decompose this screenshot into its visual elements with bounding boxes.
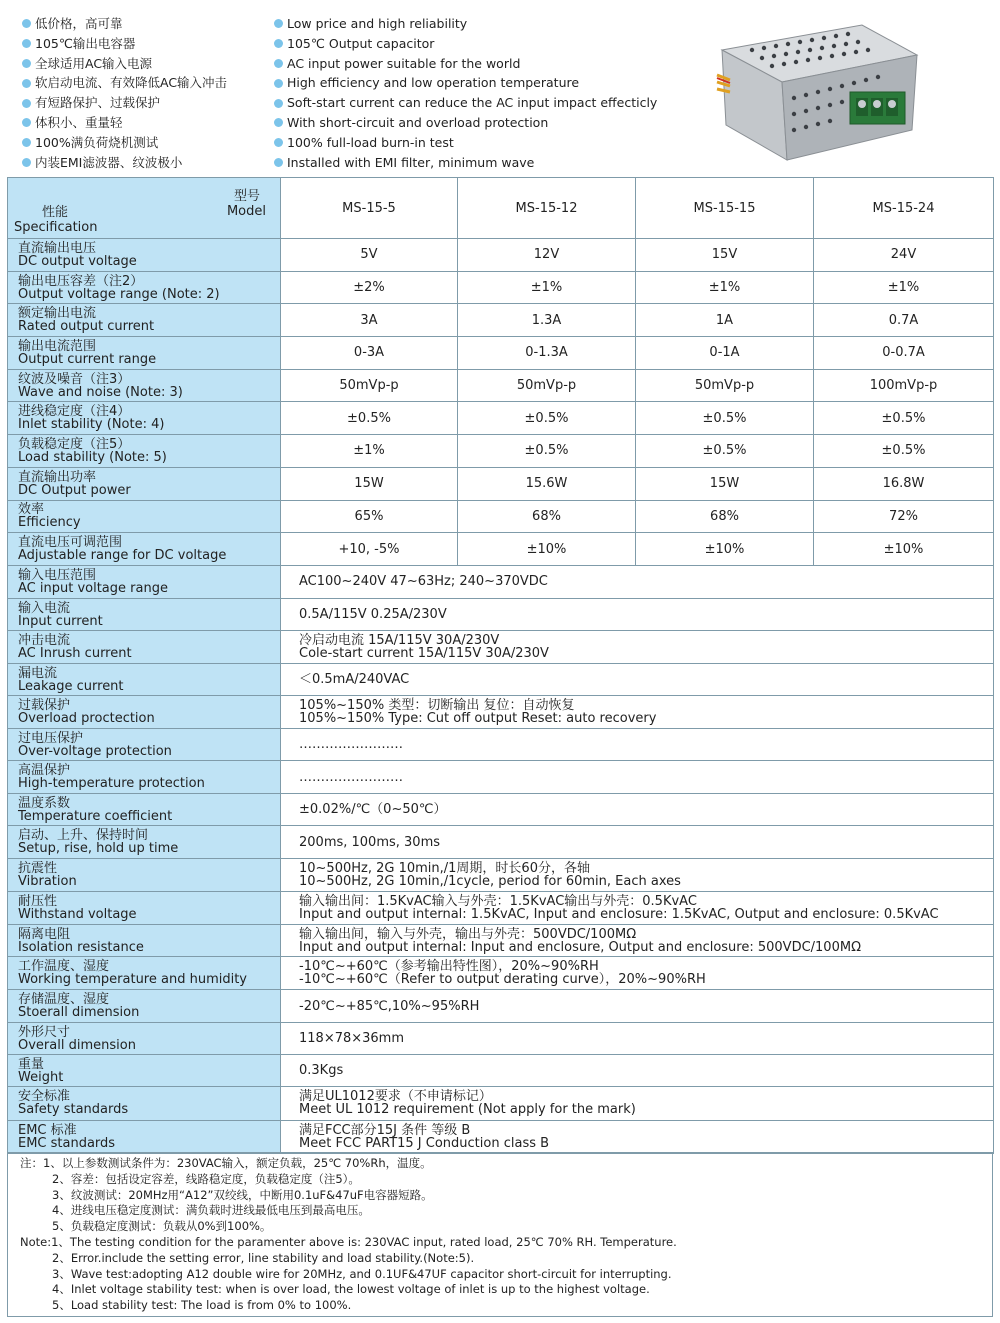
spec-label	[8, 924, 281, 957]
spec-label	[8, 1055, 281, 1087]
spec-label-cn: 冲击电流	[18, 633, 71, 649]
spec-label-en: Input current	[18, 613, 103, 629]
spec-value: 3A	[281, 304, 458, 337]
spec-value: ±0.5%	[636, 435, 814, 468]
spec-value: ±1%	[814, 271, 994, 304]
spec-label-en: Output voltage range (Note: 2)	[18, 286, 220, 302]
spec-label	[8, 957, 281, 990]
spec-label-cn: 输出电流范围	[18, 338, 97, 354]
feature-item	[274, 113, 674, 133]
feature-text: 体积小、重量轻	[35, 114, 123, 130]
spec-label-cn: 过电压保护	[18, 730, 84, 746]
spec-label	[8, 271, 281, 304]
spec-label-cn: 效率	[18, 502, 45, 518]
spec-value: ±0.5%	[281, 402, 458, 435]
spec-row-wide	[8, 663, 994, 696]
spec-label-en: Temperature coefficient	[18, 808, 173, 824]
spec-row	[8, 467, 994, 500]
spec-label	[8, 631, 281, 664]
spec-label-en: Setup, rise, hold up time	[18, 841, 179, 857]
spec-value-line: -10℃~+60℃（Refer to output derating curve），20%~90%RH	[299, 972, 706, 988]
model-header: MS-15-5	[281, 178, 458, 239]
spec-value-wide	[281, 728, 994, 761]
spec-label-cn: 输出电压容差（注2）	[18, 273, 144, 289]
feature-item	[22, 133, 272, 153]
spec-value-line: Input and output internal: Input and enclosure, Output and enclosure: 500VDC/100MΩ	[299, 939, 862, 955]
spec-label-cn: 漏电流	[18, 665, 58, 681]
spec-value-line: 0.3Kgs	[299, 1063, 344, 1079]
spec-label-en: Inlet stability (Note: 4)	[18, 417, 165, 433]
spec-label-cn: 存储温度、湿度	[18, 992, 110, 1008]
spec-value: ±10%	[636, 533, 814, 566]
spec-label-en: AC input voltage range	[18, 580, 168, 596]
spec-label	[8, 304, 281, 337]
spec-value-line: 105%~150% 类型：切断输出 复位：自动恢复	[299, 698, 575, 714]
power-supply-image	[712, 20, 922, 165]
spec-value: 24V	[814, 239, 994, 272]
spec-label-cn: 直流电压可调范围	[18, 535, 123, 551]
spec-value: ±0.5%	[814, 402, 994, 435]
spec-label-cn: 高温保护	[18, 763, 71, 779]
spec-label	[8, 565, 281, 598]
spec-label-cn: 外形尺寸	[18, 1024, 71, 1040]
spec-value: 15V	[636, 239, 814, 272]
note-line: 2、Error.include the setting error, line stability and load stability.(Note:5).	[52, 1250, 475, 1265]
spec-row-wide	[8, 990, 994, 1023]
spec-label-cn: 输入电压范围	[18, 567, 97, 583]
spec-value-wide	[281, 1086, 994, 1120]
spec-label-cn: 启动、上升、保持时间	[18, 828, 149, 844]
spec-row-wide	[8, 793, 994, 826]
spec-label-en: Withstand voltage	[18, 906, 137, 922]
feature-item	[22, 93, 272, 113]
spec-row-wide	[8, 1055, 994, 1087]
spec-value: 0-1A	[636, 337, 814, 370]
spec-label-en: Rated output current	[18, 319, 155, 335]
feature-text: 全球适用AC输入电源	[35, 55, 153, 71]
spec-value: 15W	[636, 467, 814, 500]
features-cn	[22, 14, 272, 172]
feature-text: Low price and high reliability	[287, 16, 468, 31]
bullet-icon	[274, 19, 283, 28]
header-label-cell	[8, 178, 281, 239]
spec-label-cn: 额定输出电流	[18, 306, 97, 322]
model-header: MS-15-12	[458, 178, 636, 239]
spec-label-en: Overall dimension	[18, 1037, 136, 1053]
spec-row-wide	[8, 598, 994, 631]
spec-value-line: 冷启动电流 15A/115V 30A/230V	[299, 633, 500, 649]
spec-label-en: Wave and noise (Note: 3)	[18, 384, 183, 400]
spec-value-line: -20℃~+85℃,10%~95%RH	[299, 998, 480, 1014]
spec-label	[8, 239, 281, 272]
spec-value: 1.3A	[458, 304, 636, 337]
spec-value-line: 118×78×36mm	[299, 1031, 405, 1047]
spec-label	[8, 435, 281, 468]
bullet-icon	[22, 59, 31, 68]
spec-row-wide	[8, 1086, 994, 1120]
spec-label	[8, 663, 281, 696]
spec-label-en: Efficiency	[18, 515, 81, 531]
spec-row-wide	[8, 858, 994, 891]
notes-section	[7, 1152, 993, 1317]
spec-value: ±10%	[814, 533, 994, 566]
spec-row	[8, 271, 994, 304]
feature-text: Installed with EMI filter, minimum wave	[287, 154, 535, 170]
spec-value-line: ±0.02%/℃（0~50℃）	[299, 802, 447, 818]
spec-label-cn: 进线稳定度（注4）	[18, 404, 131, 420]
spec-label	[8, 728, 281, 761]
spec-value: 68%	[458, 500, 636, 533]
feature-item	[274, 93, 674, 113]
note-line: 2、容差：包括设定容差，线路稳定度，负载稳定度（注5）。	[52, 1171, 360, 1186]
spec-row-wide	[8, 957, 994, 990]
model-header: MS-15-15	[636, 178, 814, 239]
spec-value-line: 满足UL1012要求（不申请标记）	[299, 1089, 492, 1105]
feature-text: AC input power suitable for the world	[287, 55, 521, 71]
spec-value-wide	[281, 924, 994, 957]
spec-value-line: 满足FCC部分15J 条件 等级 B	[299, 1122, 471, 1138]
spec-row	[8, 304, 994, 337]
spec-value-wide	[281, 631, 994, 664]
feature-text: 软启动电流、有效降低AC输入冲击	[35, 75, 228, 91]
feature-item	[274, 133, 674, 153]
spec-value: 0.7A	[814, 304, 994, 337]
spec-label-en: AC Inrush current	[18, 646, 132, 662]
spec-value-line: ＜0.5mA/240VAC	[299, 672, 410, 688]
spec-label	[8, 858, 281, 891]
spec-label	[8, 826, 281, 859]
feature-text: Soft-start current can reduce the AC input impact effecticly	[287, 95, 658, 111]
spec-row	[8, 369, 994, 402]
spec-label	[8, 696, 281, 729]
spec-value: ±0.5%	[458, 435, 636, 468]
spec-label	[8, 369, 281, 402]
feature-text: 100% full-load burn-in test	[287, 134, 454, 150]
bullet-icon	[274, 59, 283, 68]
spec-label-cn: 直流输出电压	[18, 240, 97, 256]
note-line: 注：1、以上参数测试条件为：230VAC输入，额定负载，25℃ 70%Rh，温度。	[20, 1156, 432, 1170]
spec-label-cn: 重量	[18, 1056, 45, 1072]
spec-row	[8, 533, 994, 566]
feature-item	[274, 14, 674, 34]
spec-value-wide	[281, 761, 994, 794]
feature-text: High efficiency and low operation temperature	[287, 75, 580, 91]
spec-label-cn: 隔离电阻	[18, 926, 71, 942]
spec-value-line: 0.5A/115V 0.25A/230V	[299, 607, 447, 623]
spec-value: ±0.5%	[458, 402, 636, 435]
feature-item	[22, 54, 272, 74]
spec-label	[8, 402, 281, 435]
spec-value-line: -10℃~+60℃（参考输出特性图），20%~90%RH	[299, 959, 599, 975]
spec-value-wide	[281, 598, 994, 631]
spec-label	[8, 1120, 281, 1153]
spec-value-wide	[281, 1120, 994, 1153]
bullet-icon	[274, 158, 283, 167]
spec-value: 0-3A	[281, 337, 458, 370]
feature-text: 105℃输出电容器	[35, 35, 136, 51]
model-label-cn: 型号	[233, 189, 260, 204]
spec-value-wide	[281, 1022, 994, 1055]
bullet-icon	[22, 79, 31, 88]
bullet-icon	[22, 19, 31, 28]
features-list	[22, 14, 672, 172]
spec-label	[8, 1086, 281, 1120]
feature-item	[274, 54, 674, 74]
spec-value: 0-0.7A	[814, 337, 994, 370]
spec-value: 100mVp-p	[814, 369, 994, 402]
spec-label-cn: 温度系数	[18, 795, 71, 811]
spec-row	[8, 500, 994, 533]
spec-value-wide	[281, 826, 994, 859]
spec-value: +10, -5%	[281, 533, 458, 566]
spec-label	[8, 891, 281, 924]
spec-row-wide	[8, 826, 994, 859]
model-header: MS-15-24	[814, 178, 994, 239]
spec-label-cn: 性能	[42, 205, 69, 220]
spec-value: ±1%	[458, 271, 636, 304]
note-line: 3、Wave test:adopting A12 double wire for 20MHz, and 0.1UF&47UF capacitor short-circuit for interrupting.	[52, 1266, 672, 1281]
spec-row-wide	[8, 1022, 994, 1055]
spec-value-line: 200ms, 100ms, 30ms	[299, 834, 441, 850]
spec-label	[8, 337, 281, 370]
spec-value: ±1%	[636, 271, 814, 304]
spec-row	[8, 435, 994, 468]
feature-item	[274, 34, 674, 54]
bullet-icon	[274, 138, 283, 147]
feature-text: 105℃ Output capacitor	[287, 35, 435, 51]
note-line: 4、Inlet voltage stability test: when is over load, the lowest voltage of inlet is up to the highest voltage.	[52, 1282, 650, 1297]
spec-value: 72%	[814, 500, 994, 533]
spec-value: 50mVp-p	[458, 369, 636, 402]
feature-item	[274, 153, 674, 173]
spec-value-wide	[281, 1055, 994, 1087]
spec-value-wide	[281, 957, 994, 990]
spec-value: ±1%	[281, 435, 458, 468]
spec-value-wide	[281, 793, 994, 826]
spec-row-wide	[8, 631, 994, 664]
spec-label-cn: 直流输出功率	[18, 469, 97, 485]
spec-value: ±2%	[281, 271, 458, 304]
spec-value-line: 输入输出间，输入与外壳，输出与外壳：500VDC/100MΩ	[299, 926, 637, 942]
feature-text: With short-circuit and overload protection	[287, 114, 549, 130]
spec-label-cn: 过载保护	[18, 698, 71, 714]
spec-table	[7, 177, 994, 1154]
spec-row-wide	[8, 891, 994, 924]
spec-value-line: 10~500Hz, 2G 10min,/1cycle, period for 60min, Each axes	[299, 873, 681, 889]
bullet-icon	[22, 138, 31, 147]
spec-label-en: High-temperature protection	[18, 776, 205, 792]
spec-value-wide	[281, 990, 994, 1023]
note-line: 3、纹波测试：20MHz用“A12”双绞线，中断用0.1uF&47uF电容器短路。	[52, 1187, 433, 1202]
spec-value-wide	[281, 891, 994, 924]
spec-label	[8, 1022, 281, 1055]
spec-label-cn: 负载稳定度（注5）	[18, 436, 131, 452]
bullet-icon	[274, 99, 283, 108]
spec-value: 65%	[281, 500, 458, 533]
spec-value-wide	[281, 565, 994, 598]
spec-value: ±0.5%	[814, 435, 994, 468]
spec-value-line: 105%~150% Type: Cut off output Reset: auto recovery	[299, 711, 657, 727]
spec-label	[8, 598, 281, 631]
spec-label	[8, 990, 281, 1023]
bullet-icon	[274, 39, 283, 48]
spec-label-en: DC output voltage	[18, 253, 137, 269]
spec-label-en: Isolation resistance	[18, 939, 144, 955]
spec-value: 15W	[281, 467, 458, 500]
spec-label-en: Adjustable range for DC voltage	[18, 548, 227, 564]
note-line: 4、进线电压稳定度测试：满负载时进线最低电压到最高电压。	[52, 1203, 370, 1218]
spec-label	[8, 533, 281, 566]
spec-label-en: Specification	[14, 220, 98, 235]
feature-text: 100%满负荷烧机测试	[35, 134, 159, 150]
feature-item	[22, 34, 272, 54]
spec-row	[8, 402, 994, 435]
spec-value-wide	[281, 663, 994, 696]
spec-value: 12V	[458, 239, 636, 272]
spec-label-en: Overload proctection	[18, 711, 155, 727]
feature-item	[22, 73, 272, 93]
spec-row-wide	[8, 696, 994, 729]
spec-value-line: 输入输出间：1.5KvAC输入与外壳：1.5KvAC输出与外壳：0.5KvAC	[299, 893, 697, 909]
spec-value: ±10%	[458, 533, 636, 566]
spec-value-line: Meet UL 1012 requirement (Not apply for the mark)	[299, 1102, 636, 1118]
spec-row-wide	[8, 565, 994, 598]
spec-label	[8, 793, 281, 826]
spec-value-wide	[281, 858, 994, 891]
spec-value-line: Meet FCC PART15 J Conduction class B	[299, 1135, 550, 1151]
spec-label-en: Vibration	[18, 873, 77, 889]
spec-value-wide	[281, 696, 994, 729]
spec-row	[8, 337, 994, 370]
spec-label-cn: 工作温度、湿度	[18, 959, 110, 975]
header-row	[8, 178, 994, 239]
spec-value: 68%	[636, 500, 814, 533]
note-line: Note:1、The testing condition for the paramenter above is: 230VAC input, rated load, 25℃ 70% RH. Temperature.	[20, 1234, 677, 1249]
spec-label-cn: 安全标准	[18, 1089, 71, 1105]
spec-value-line: ……………………	[299, 737, 403, 753]
spec-label-en: Weight	[18, 1069, 64, 1085]
features-en	[274, 14, 674, 172]
bullet-icon	[22, 118, 31, 127]
spec-value: 50mVp-p	[636, 369, 814, 402]
spec-label-en: Working temperature and humidity	[18, 972, 247, 988]
feature-text: 内装EMI滤波器、纹波极小	[35, 154, 183, 170]
bullet-icon	[274, 118, 283, 127]
spec-label-en: EMC standards	[18, 1135, 116, 1151]
spec-row-wide	[8, 924, 994, 957]
spec-label-cn: 抗震性	[18, 860, 58, 876]
spec-label-cn: 输入电流	[18, 600, 71, 616]
spec-value: 0-1.3A	[458, 337, 636, 370]
spec-label-en: Stoerall dimension	[18, 1005, 140, 1021]
spec-label-en: Load stability (Note: 5)	[18, 449, 167, 465]
model-label-en: Model	[226, 204, 266, 219]
bullet-icon	[22, 158, 31, 167]
spec-row	[8, 239, 994, 272]
spec-row-wide	[8, 728, 994, 761]
spec-value-line: 10~500Hz, 2G 10min,/1周期，时长60分，各轴	[299, 860, 590, 876]
spec-value: 5V	[281, 239, 458, 272]
spec-label-en: Safety standards	[18, 1102, 129, 1118]
spec-label-cn: 纹波及噪音（注3）	[18, 371, 131, 387]
feature-item	[274, 73, 674, 93]
bullet-icon	[22, 39, 31, 48]
spec-label-en: Over-voltage protection	[18, 743, 172, 759]
spec-label-en: Leakage current	[18, 678, 124, 694]
spec-value: 15.6W	[458, 467, 636, 500]
note-line: 5、负载稳定度测试：负载从0%到100%。	[52, 1219, 272, 1234]
feature-item	[22, 14, 272, 34]
spec-value: 50mVp-p	[281, 369, 458, 402]
spec-label-cn: EMC 标准	[18, 1122, 77, 1138]
spec-label-cn: 耐压性	[18, 893, 58, 909]
spec-label	[8, 500, 281, 533]
spec-label-en: Output current range	[18, 351, 157, 367]
spec-value-line: ……………………	[299, 769, 403, 785]
spec-row-wide	[8, 1120, 994, 1153]
feature-item	[22, 113, 272, 133]
spec-value-line: Cole-start current 15A/115V 30A/230V	[299, 646, 549, 662]
feature-text: 低价格，高可靠	[35, 16, 123, 31]
feature-text: 有短路保护、过载保护	[35, 95, 161, 111]
spec-value: ±0.5%	[636, 402, 814, 435]
spec-label-en: DC Output power	[18, 482, 131, 498]
bullet-icon	[274, 79, 283, 88]
spec-value-line: AC100~240V 47~63Hz; 240~370VDC	[299, 574, 548, 590]
spec-label	[8, 467, 281, 500]
spec-label	[8, 761, 281, 794]
spec-value: 16.8W	[814, 467, 994, 500]
spec-value-line: Input and output internal: 1.5KvAC, Input and enclosure: 1.5KvAC, Output and enclosure: 0.5KvAC	[299, 906, 939, 922]
feature-item	[22, 153, 272, 173]
bullet-icon	[22, 99, 31, 108]
spec-value: 1A	[636, 304, 814, 337]
spec-row-wide	[8, 761, 994, 794]
note-line: 5、Load stability test: The load is from 0% to 100%.	[52, 1298, 352, 1313]
